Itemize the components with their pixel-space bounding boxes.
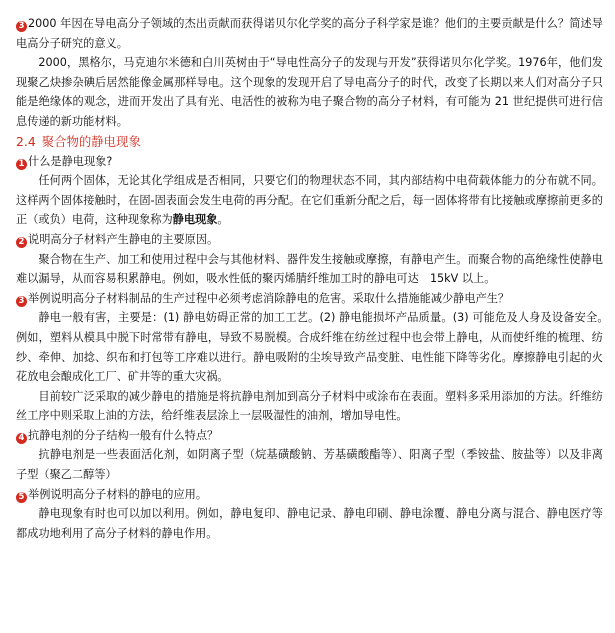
question-text: 2000 年因在导电高分子领域的杰出贡献而获得诺贝尔化学奖的高分子科学家是谁？他们的主要贡献是什么？简述导电高分子研究的意义。 [16,17,603,50]
question-5 [16,485,603,505]
answer-text: 任何两个固体，无论其化学组成是否相同，只要它们的物理状态不同，其内部结构中电荷载体能力的分布就不同。这样两个固体接触时，在固-固表面会发生电荷的再分配。在它们重新分配之后，每一固体将带有比接触或摩擦前更多的正（或负）电荷，这种现象称为 [16,174,603,227]
question-2 [16,230,603,250]
question-4 [16,426,603,446]
answer-3-paragraph-2: 目前较广泛采取的减少静电的措施是将抗静电剂加到高分子材料中或涂布在表面。塑料多采用添加的方法。纤维纺丝工序中则采取上油的方法，给纤维表层涂上一层吸湿性的油剂，增加导电性。 [16,389,603,423]
question-3-intro [16,14,603,53]
answer-text-end: 。 [217,213,229,227]
answer-1 [16,171,603,230]
answer-4: 抗静电剂是一些表面活化剂，如阴离子型（烷基磺酸钠、芳基磺酸酯等）、阳离子型（季铵盐、胺盐等）以及非离子型（聚乙二醇等） [16,448,603,482]
section-heading [16,132,603,152]
question-text: 说明高分子材料产生静电的主要原因。 [28,232,219,246]
question-number-badge: 1 [16,159,27,170]
answer-2: 聚合物在生产、加工和使用过程中会与其他材料、器件发生接触或摩擦，有静电产生。而聚合物的高绝缘性使静电难以漏导，从而容易积累静电。例如，吸水性低的聚丙烯腈纤维加工时的静电可达 15kV 以上。 [16,252,603,286]
question-number-badge: 3 [16,21,27,32]
question-number-badge: 5 [16,492,27,503]
question-number-badge: 2 [16,237,27,248]
question-number-badge: 3 [16,296,27,307]
question-1 [16,152,603,172]
answer-3-paragraph-1: 静电一般有害，主要是：(1) 静电妨碍正常的加工工艺。(2) 静电能损坏产品质量。(3) 可能危及人身及设备安全。 例如，塑料从模具中脱下时常带有静电，导致不易脱模。合成纤维在纺丝过程中也会带上静电，从而使纤维的梳理、纺纱、牵伸、加捻、织布和打包等工序难以进行。静电吸附的尘埃导致产品变脏、电性能下降等劣化。摩擦静电引起的火花放电会酿成化工厂、矿井等的重大灾祸。 [16,311,615,384]
question-text: 举例说明高分子材料制品的生产过程中必须考虑消除静电的危害。采取什么措施能减少静电产生？ [28,291,510,305]
section-number: 2.4 [16,133,36,149]
question-number-badge: 4 [16,433,27,444]
section-title: 聚合物的静电现象 [41,133,141,149]
question-text: 什么是静电现象? [28,154,113,168]
question-3 [16,289,603,309]
answer-5: 静电现象有时也可以加以利用。例如，静电复印、静电记录、静电印刷、静电涂覆、静电分离与混合、静电医疗等都成功地利用了高分子材料的静电作用。 [16,507,603,540]
question-text: 举例说明高分子材料的静电的应用。 [28,487,208,501]
key-term: 静电现象 [172,213,218,227]
question-text: 抗静电剂的分子结构一般有什么特点？ [28,428,219,442]
answer-3-intro: 2000，黑格尔，马克迪尔米德和白川英树由于“导电性高分子的发现与开发”获得诺贝尔化学奖。1976年，他们发现聚乙炔掺杂碘后居然能像金属那样导电。这个现象的发现开启了导电高分子的时代，改变了长期以来人们对高分子只能是绝缘体的观念，进而开发出了具有光、电活性的被称为电子聚合物的高分子材料，有可能为 21 世纪提供可进行信息传递的新功能材料。 [16,56,603,128]
